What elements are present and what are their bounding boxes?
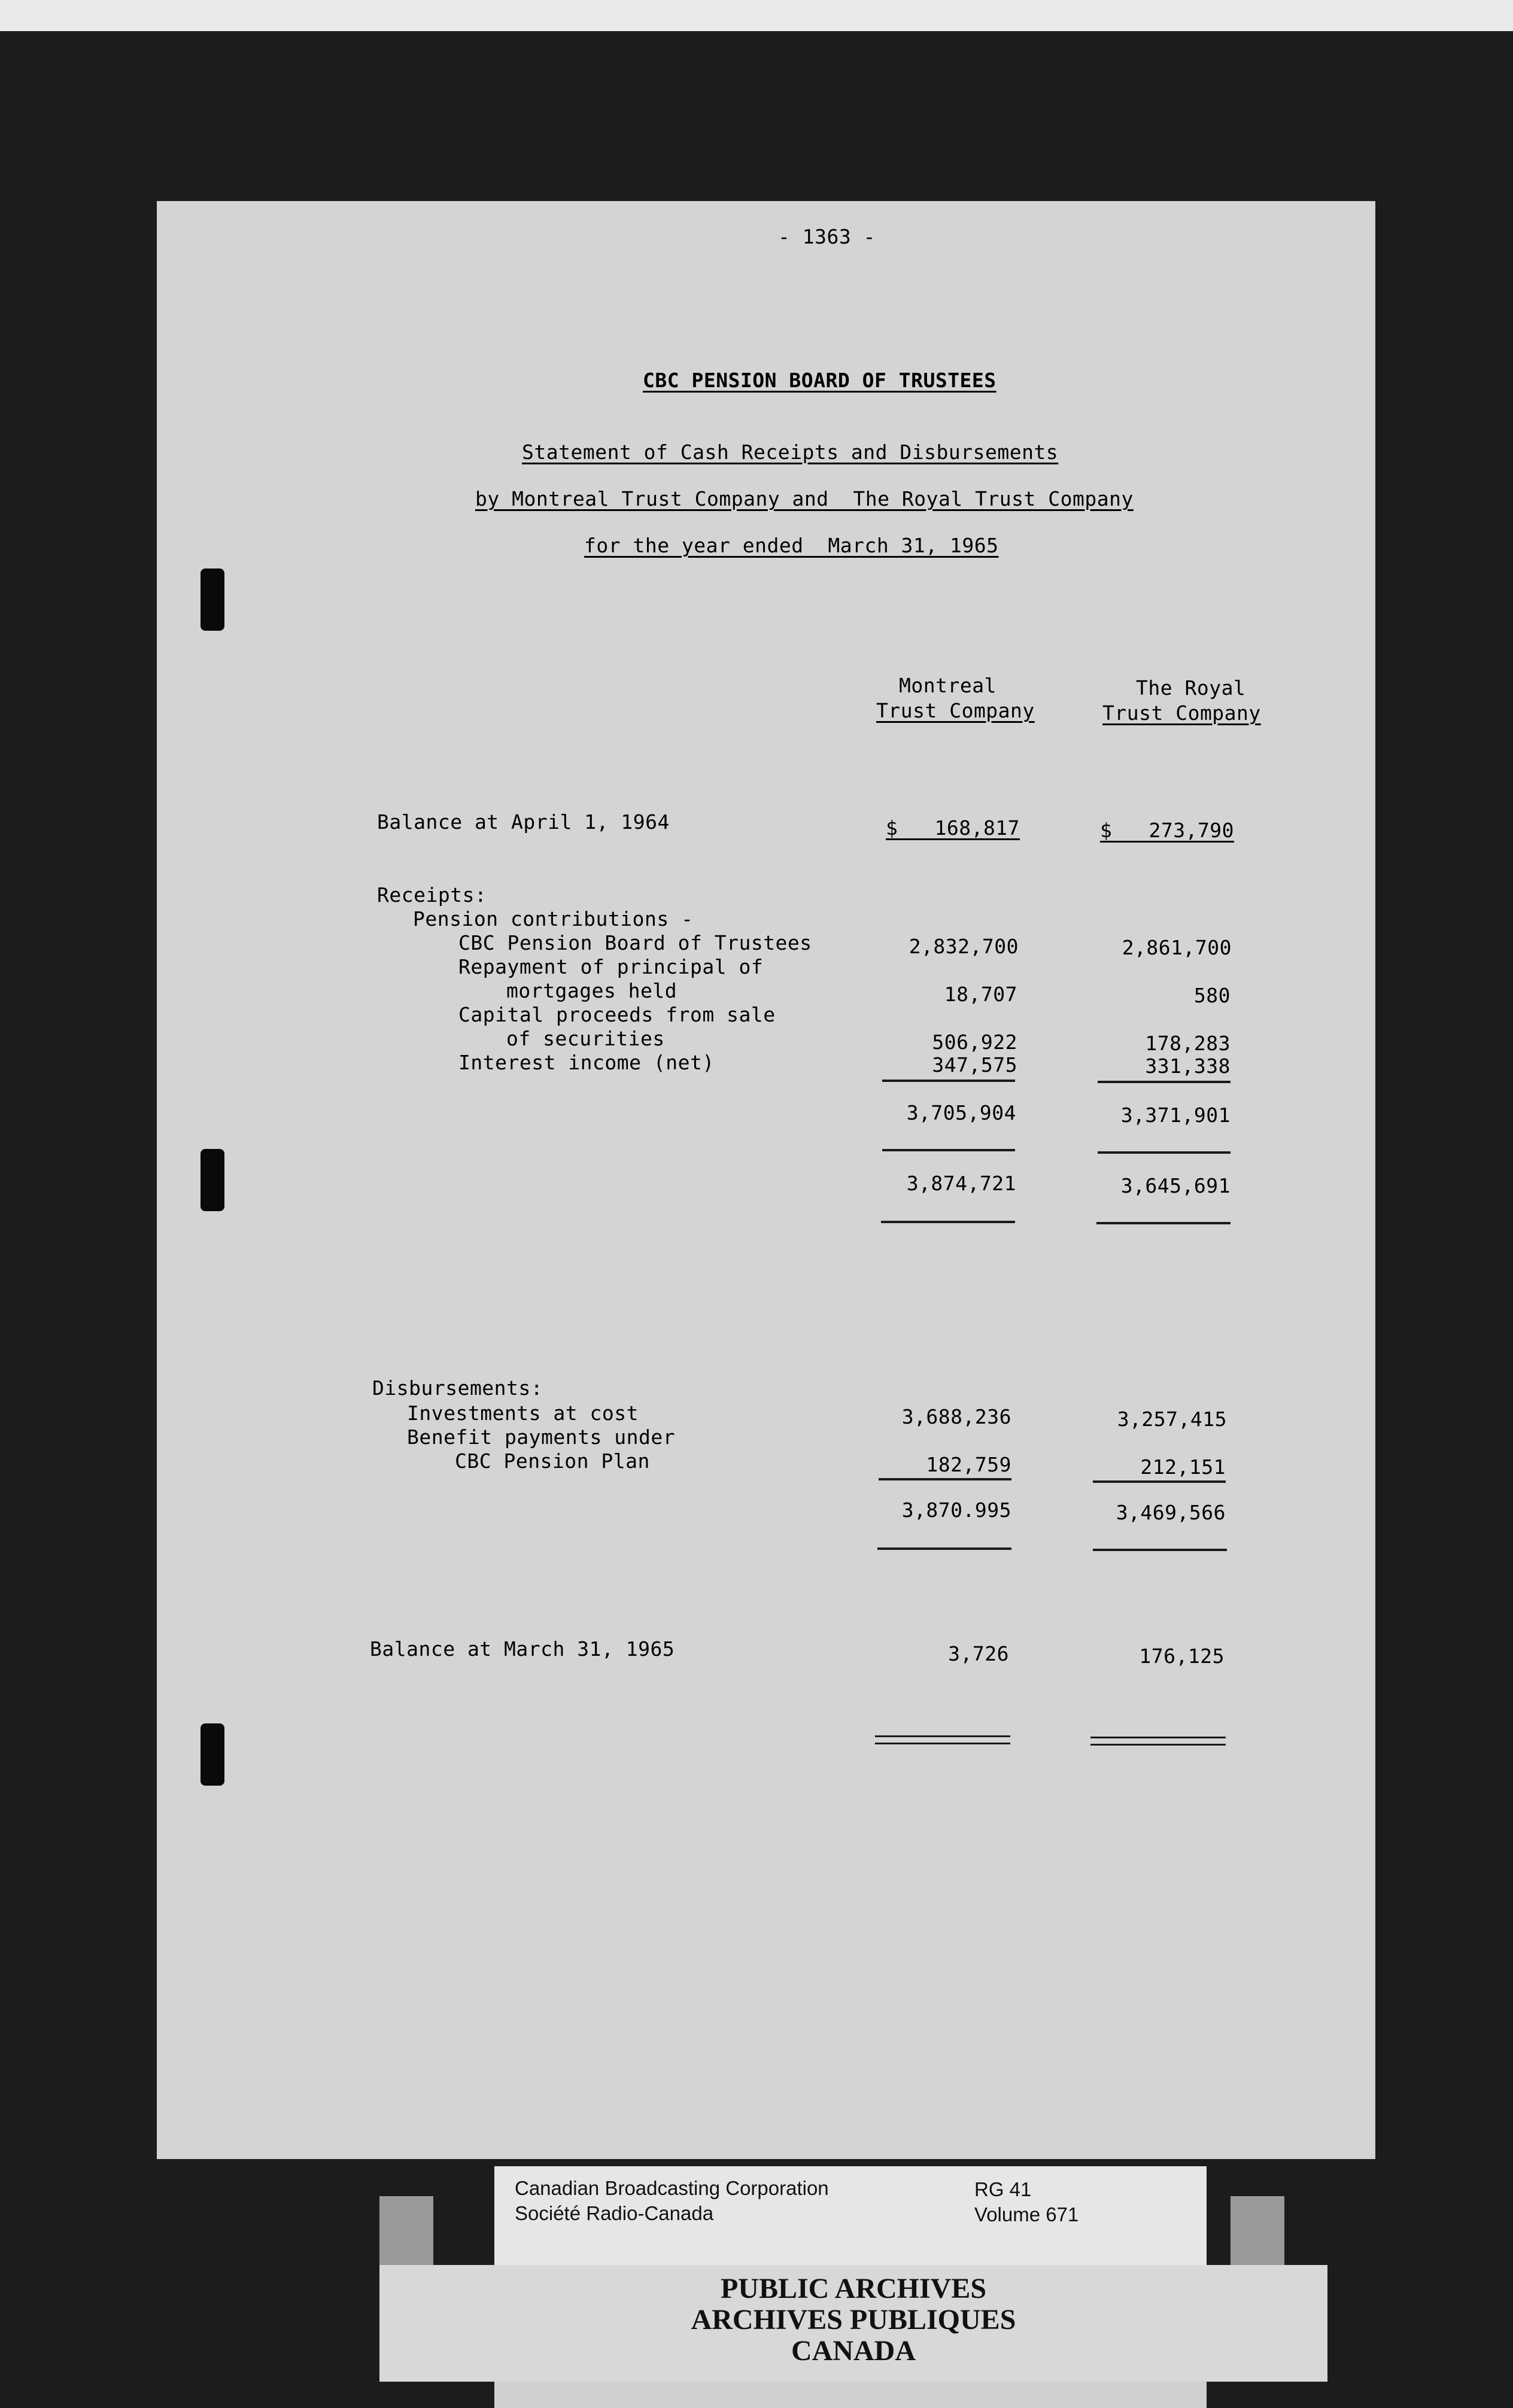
subtitle-companies: by Montreal Trust Company and The Royal Trust Company: [475, 487, 1134, 510]
binder-hole-top: [200, 568, 224, 631]
archives-stamp-line3: CANADA: [791, 2335, 916, 2367]
archive-volume: Volume 671: [974, 2203, 1079, 2225]
subtitle-statement: Statement of Cash Receipts and Disbursements: [522, 440, 1059, 464]
capital-proceeds-label-line2: of securities: [506, 1027, 665, 1050]
film-tab-right: [1231, 2196, 1284, 2274]
receipts-subtotal-royal: 3,371,901: [1120, 1103, 1231, 1127]
col-royal-line1: The Royal: [1136, 676, 1246, 700]
archive-record-group: RG 41: [974, 2178, 1032, 2200]
capital-proceeds-label-line1: Capital proceeds from sale: [458, 1003, 776, 1026]
disbursements-heading: Disbursements:: [372, 1376, 543, 1400]
opening-balance-montreal: $ 168,817: [886, 816, 1020, 840]
binder-hole-bottom: [200, 1723, 224, 1786]
benefit-payments-montreal: 182,759: [926, 1453, 1011, 1476]
capital-proceeds-royal: 178,283: [1145, 1032, 1231, 1055]
interest-income-royal: 331,338: [1145, 1054, 1231, 1078]
closing-balance-montreal: 3,726: [948, 1642, 1009, 1665]
film-top-band: [0, 0, 1513, 31]
rule-subtotal-royal: [1098, 1151, 1231, 1154]
closing-balance-label: Balance at March 31, 1965: [370, 1637, 675, 1661]
interest-income-montreal: 347,575: [932, 1053, 1017, 1077]
cbc-contributions-montreal: 2,832,700: [909, 935, 1019, 958]
cbc-contributions-label: CBC Pension Board of Trustees: [458, 931, 812, 954]
opening-balance-label: Balance at April 1, 1964: [377, 810, 670, 834]
film-tab-left: [379, 2196, 433, 2274]
repayment-montreal: 18,707: [944, 983, 1017, 1006]
receipts-total-montreal: 3,874,721: [906, 1172, 1016, 1195]
double-rule-royal-top: [1090, 1737, 1226, 1738]
double-rule-montreal-top: [875, 1735, 1010, 1737]
archive-label-card: [494, 2166, 1207, 2265]
rule-disb-total-royal: [1093, 1549, 1227, 1551]
archive-org-english: Canadian Broadcasting Corporation: [515, 2177, 829, 2199]
capital-proceeds-montreal: 506,922: [932, 1030, 1017, 1054]
rule-subtotal-montreal: [882, 1149, 1015, 1151]
cbc-contributions-royal: 2,861,700: [1122, 936, 1232, 959]
opening-balance-royal: $ 273,790: [1100, 819, 1235, 842]
benefit-payments-label-line1: Benefit payments under: [407, 1425, 676, 1449]
film-bottom-strip: [494, 2382, 1207, 2408]
rule-disb-total-montreal: [877, 1547, 1011, 1550]
col-royal-line2: Trust Company: [1102, 701, 1261, 725]
page-number: - 1363 -: [778, 225, 876, 248]
col-montreal-line1: Montreal: [899, 674, 996, 697]
double-rule-royal-bottom: [1090, 1744, 1226, 1746]
benefit-payments-royal: 212,151: [1140, 1455, 1226, 1479]
binder-hole-middle: [200, 1149, 224, 1211]
disbursements-total-royal: 3,469,566: [1116, 1501, 1226, 1524]
investments-montreal: 3,688,236: [901, 1405, 1011, 1428]
archives-stamp-line2: ARCHIVES PUBLIQUES: [691, 2304, 1016, 2336]
pension-contributions-heading: Pension contributions -: [413, 907, 694, 931]
benefit-payments-label-line2: CBC Pension Plan: [455, 1449, 650, 1473]
repayment-royal: 580: [1193, 984, 1231, 1007]
repayment-label-line1: Repayment of principal of: [458, 955, 764, 978]
closing-balance-royal: 176,125: [1139, 1644, 1225, 1668]
disbursements-total-montreal: 3,870.995: [901, 1498, 1011, 1522]
receipts-total-royal: 3,645,691: [1120, 1174, 1231, 1197]
rule-total-royal: [1096, 1222, 1231, 1224]
investments-label: Investments at cost: [407, 1401, 639, 1425]
archive-org-french: Société Radio-Canada: [515, 2202, 714, 2224]
interest-income-label: Interest income (net): [458, 1051, 715, 1074]
investments-royal: 3,257,415: [1117, 1407, 1227, 1431]
subtitle-period: for the year ended March 31, 1965: [584, 534, 999, 557]
double-rule-montreal-bottom: [875, 1743, 1010, 1744]
archives-stamp-line1: PUBLIC ARCHIVES: [720, 2273, 987, 2304]
document-title: CBC PENSION BOARD OF TRUSTEES: [643, 369, 996, 392]
rule-total-montreal: [881, 1221, 1015, 1223]
rule-disbursements-royal: [1093, 1480, 1226, 1483]
public-archives-stamp: [379, 2265, 1327, 2382]
rule-receipts-royal: [1098, 1081, 1231, 1083]
receipts-heading: Receipts:: [377, 883, 487, 907]
repayment-label-line2: mortgages held: [506, 979, 677, 1002]
receipts-subtotal-montreal: 3,705,904: [906, 1101, 1016, 1124]
rule-disbursements-montreal: [879, 1478, 1011, 1480]
rule-receipts-montreal: [882, 1080, 1015, 1082]
col-montreal-line2: Trust Company: [876, 699, 1035, 722]
